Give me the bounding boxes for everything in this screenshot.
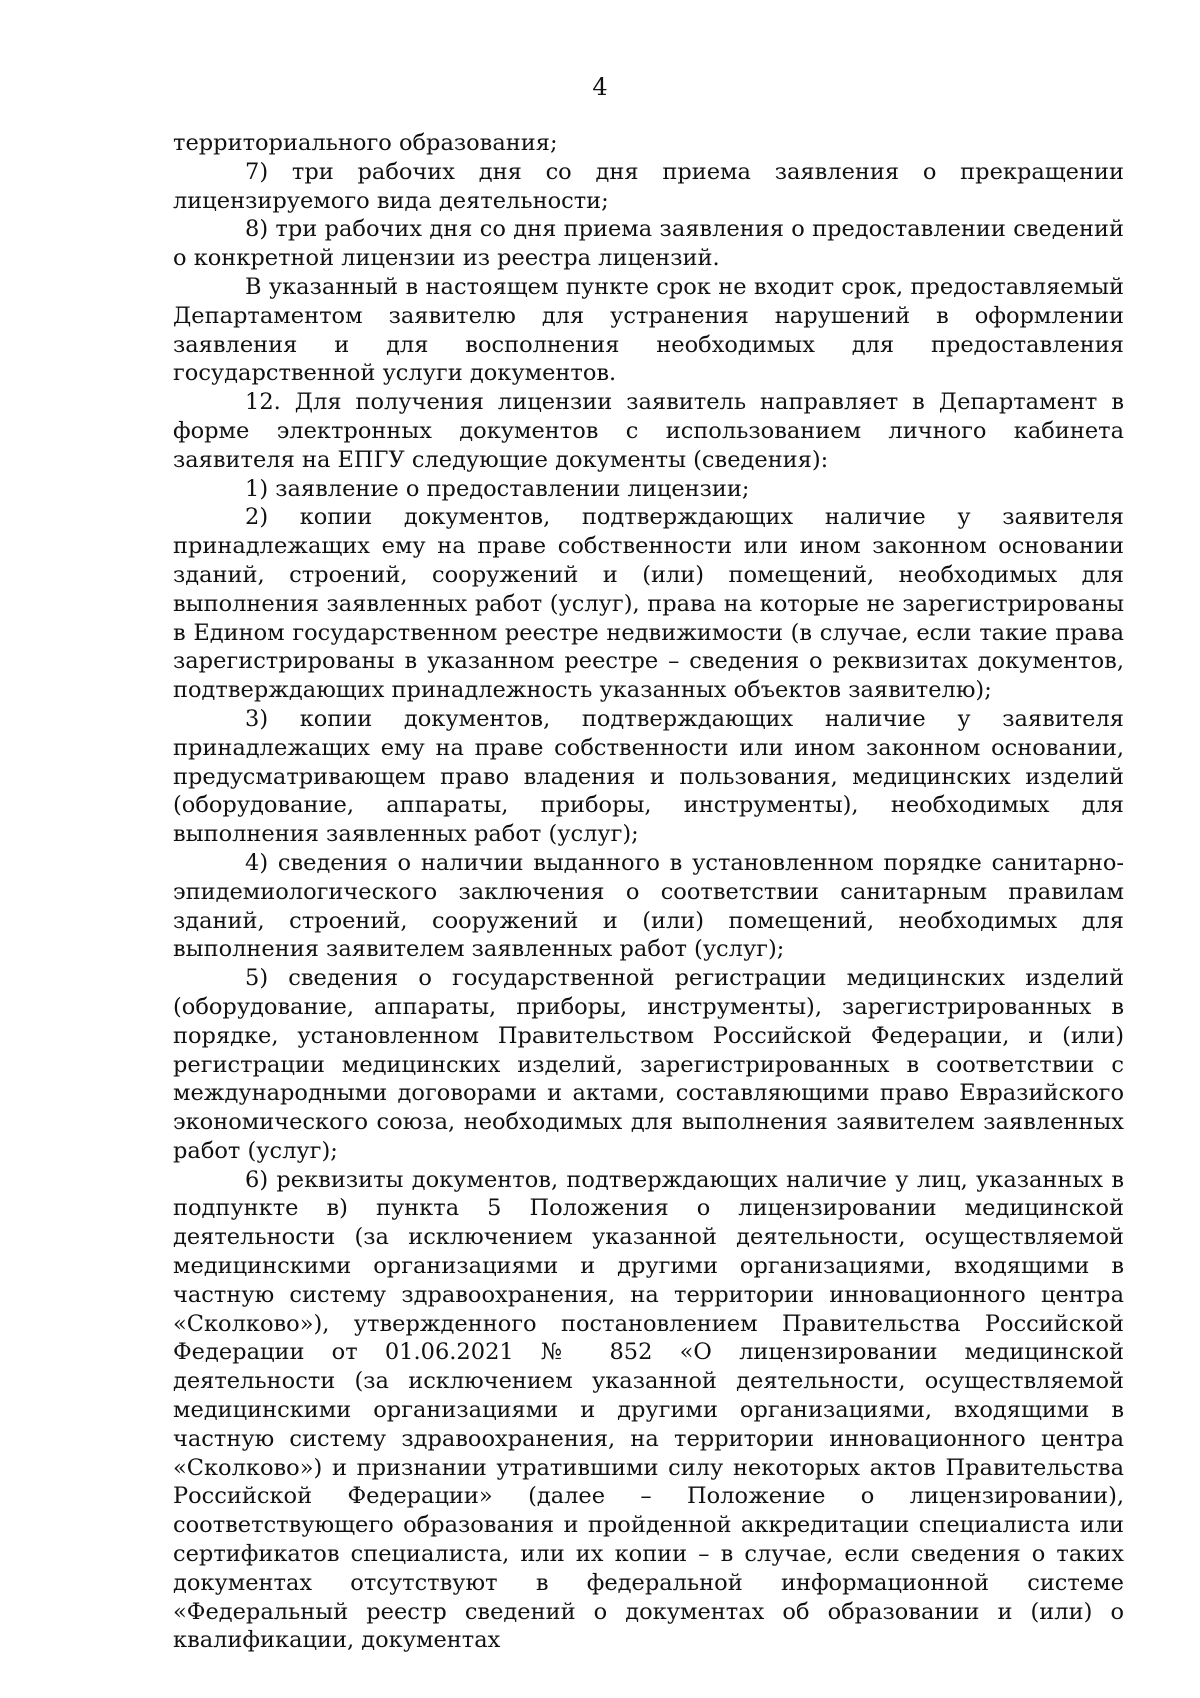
paragraph: 1) заявление о предоставлении лицензии;	[245, 475, 750, 502]
paragraph: 7) три рабочих дня со дня приема заявления о прекращении лицензируемого вида деятельности;	[173, 158, 1124, 214]
paragraph: территориального образования;	[173, 130, 558, 156]
paragraph: 6) реквизиты документов, подтверждающих наличие у лиц, указанных в подпункте в) пункта 5 Положения о лицензировании медицинской деятельности (за исключением указанной деятельности, осуществляемой медицинскими организациями и другими организациями, входящими в частную систему здравоохранения, на территории инновационного центра «Сколково»), утвержденного постановлением Правительства Российской Федерации от 01.06.2021 № 852 «О лицензировании медицинской деятельности (за исключением указанной деятельности, осуществляемой медицинскими организациями и другими организациями, входящими в частную систему здравоохранения, на территории инновационного центра «Сколково») и признании утратившими силу некоторых актов Правительства Российской Федерации» (далее – Положение о лицензировании), соответствующего образования и пройденной аккредитации специалиста или сертификатов специалиста, или их копии – в случае, если сведения о таких документах отсутствуют в федеральной информационной системе «Федеральный реестр сведений о документах об образовании и (или) о квалификации, документах	[173, 1166, 1124, 1654]
paragraph: 2) копии документов, подтверждающих наличие у заявителя принадлежащих ему на праве собственности или ином законном основании зданий, строений, сооружений и (или) помещений, необходимых для выполнения заявленных работ (услуг), права на которые не зарегистрированы в Едином государственном реестре недвижимости (в случае, если такие права зарегистрированы в указанном реестре – сведения о реквизитах документов, подтверждающих принадлежность указанных объектов заявителю);	[173, 504, 1124, 704]
paragraph: 8) три рабочих дня со дня приема заявления о предоставлении сведений о конкретной лицензии из реестра лицензий.	[173, 216, 1124, 272]
paragraph: 3) копии документов, подтверждающих наличие у заявителя принадлежащих ему на праве собственности или ином законном основании, предусматривающем право владения и пользования, медицинских изделий (оборудование, аппараты, приборы, инструменты), необходимых для выполнения заявленных работ (услуг);	[173, 705, 1124, 848]
page-number: 4	[592, 73, 608, 101]
document-body	[173, 129, 1124, 1655]
paragraph: 5) сведения о государственной регистрации медицинских изделий (оборудование, аппараты, приборы, инструменты), зарегистрированных в порядке, установленном Правительством Российской Федерации, и (или) регистрации медицинских изделий, зарегистрированных в соответствии с международными договорами и актами, составляющими право Евразийского экономического союза, необходимых для выполнения заявителем заявленных работ (услуг);	[173, 965, 1124, 1164]
paragraph: 4) сведения о наличии выданного в установленном порядке санитарно-эпидемиологического заключения о соответствии санитарным правилам зданий, строений, сооружений и (или) помещений, необходимых для выполнения заявителем заявленных работ (услуг);	[173, 849, 1124, 963]
paragraph: В указанный в настоящем пункте срок не входит срок, предоставляемый Департаментом заявителю для устранения нарушений в оформлении заявления и для восполнения необходимых для предоставления государственной услуги документов.	[173, 273, 1124, 387]
paragraph: 12. Для получения лицензии заявитель направляет в Департамент в форме электронных документов с использованием личного кабинета заявителя на ЕПГУ следующие документы (сведения):	[173, 389, 1124, 473]
